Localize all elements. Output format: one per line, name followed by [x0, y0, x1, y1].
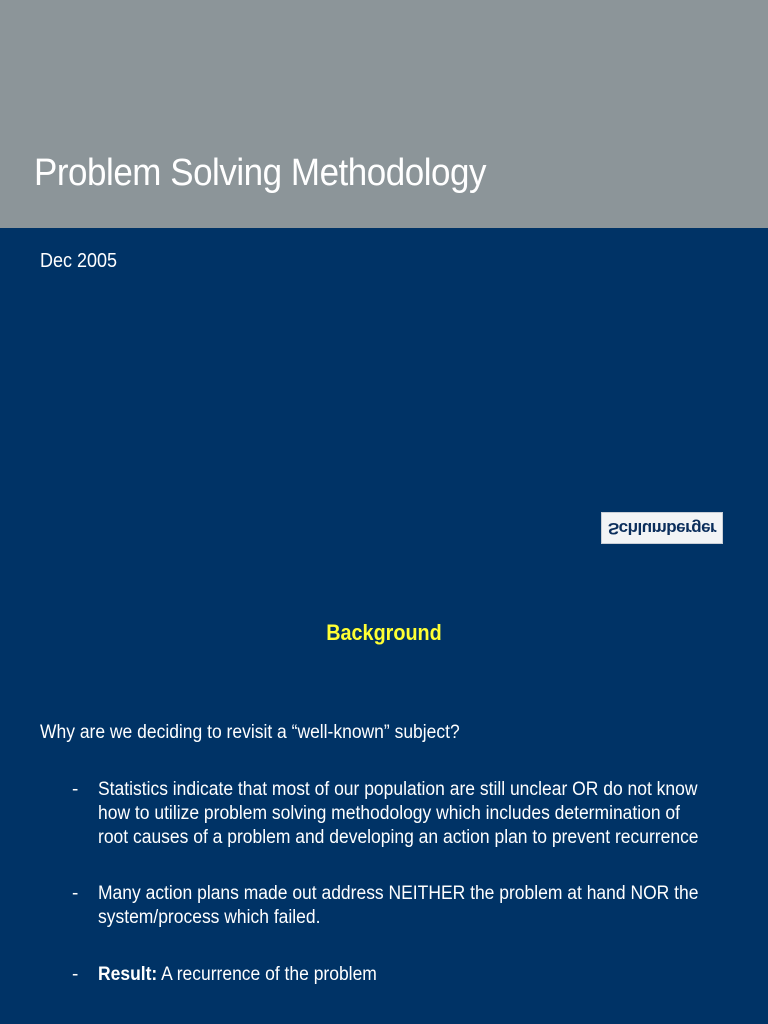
bullet-dash: - — [72, 964, 79, 985]
bullet-dash: - — [72, 883, 79, 904]
slide-title: Problem Solving Methodology — [34, 152, 487, 194]
bullet-text: Statistics indicate that most of our population are still unclear OR do not know how to utilize problem solving methodology which includes determination of root causes of a problem and developing an action plan to prevent recurrence — [98, 779, 699, 848]
bullet-dash: - — [72, 779, 79, 800]
bullet-item — [72, 963, 762, 987]
company-logo — [601, 512, 723, 544]
bullet-item — [72, 778, 762, 850]
bullet-text-result — [98, 963, 709, 987]
logo-wordmark: Schlumberger — [607, 519, 717, 538]
result-text: A recurrence of the problem — [157, 964, 377, 985]
bullet-item — [72, 882, 762, 930]
section-heading: Background — [326, 620, 442, 645]
result-label: Result: — [98, 964, 158, 985]
slide-date: Dec 2005 — [40, 250, 118, 272]
bullet-text: Many action plans made out address NEITHER the problem at hand NOR the system/process which failed. — [98, 883, 699, 928]
background-question: Why are we deciding to revisit a “well-known” subject? — [40, 722, 460, 743]
